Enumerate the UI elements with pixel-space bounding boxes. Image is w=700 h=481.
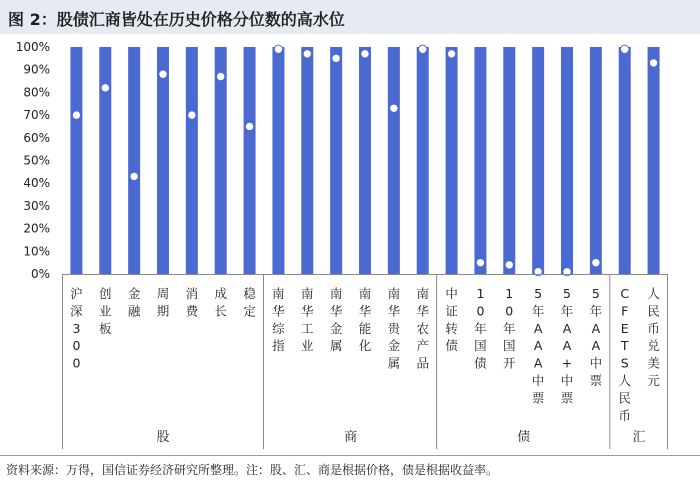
bar [99, 47, 111, 274]
source-note: 资料来源：万得，国信证券经济研究所整理。注：股、汇、商是根据价格，债是根据收益率。 [6, 463, 499, 477]
marker-point [130, 172, 138, 180]
marker-point [245, 122, 253, 130]
marker-point [621, 45, 629, 53]
category-label: C F E T S 人民币 [618, 286, 631, 423]
bar [503, 47, 515, 274]
bar [590, 47, 602, 274]
category-label: 1 0 年国债 [474, 286, 487, 371]
y-tick-label: 100% [15, 40, 50, 54]
y-tick-label: 90% [23, 62, 50, 77]
y-tick-label: 10% [23, 244, 50, 259]
bar [388, 47, 400, 274]
bar [359, 47, 371, 274]
category-label: 周期 [156, 286, 170, 319]
marker-point [101, 84, 109, 92]
group-label: 汇 [632, 430, 646, 445]
marker-point [505, 261, 513, 269]
bar [474, 47, 486, 274]
marker-point [188, 111, 196, 119]
y-tick-label: 70% [23, 108, 50, 123]
bar [157, 47, 169, 274]
group-label: 商 [344, 430, 358, 445]
bar [648, 47, 660, 274]
category-label: 南华贵金属 [387, 286, 401, 371]
category-label: 南华综指 [272, 286, 285, 354]
bar [244, 47, 256, 274]
marker-point [159, 70, 167, 78]
bar [272, 47, 284, 274]
figure-title: 图 2：股债汇商皆处在历史价格分位数的高水位 [8, 10, 345, 29]
group-label: 债 [517, 430, 531, 445]
bar [301, 47, 313, 274]
bar [446, 47, 458, 274]
marker-point [361, 50, 369, 58]
bar [70, 47, 82, 274]
y-tick-label: 0% [30, 267, 50, 281]
marker-point [217, 72, 225, 80]
marker-point [303, 50, 311, 58]
category-label: 金融 [127, 286, 141, 319]
category-label: 南华农产品 [416, 286, 429, 371]
bar [417, 47, 429, 274]
category-label: 5 年 A A 中票 [589, 286, 603, 388]
category-label: 稳定 [243, 286, 256, 319]
y-tick-label: 60% [23, 130, 50, 145]
bar [561, 47, 573, 274]
marker-point [419, 45, 427, 53]
category-label: 5 年 A A +中票 [560, 286, 574, 406]
y-tick-label: 20% [23, 221, 50, 236]
marker-point [447, 50, 455, 58]
bar [532, 47, 544, 274]
category-label: 南华金属 [329, 286, 343, 354]
category-label: 沪深 3 0 0 [70, 286, 83, 371]
category-label: 创业板 [99, 286, 112, 336]
marker-point [274, 45, 282, 53]
y-tick-label: 30% [23, 198, 50, 213]
marker-point [476, 258, 484, 266]
category-label: 5 年 A A A 中票 [531, 286, 545, 406]
bar [330, 47, 342, 274]
category-label: 南华能化 [358, 286, 372, 354]
group-label: 股 [156, 430, 170, 445]
marker-point [390, 104, 398, 112]
marker-point [332, 54, 340, 62]
category-label: 成长 [214, 286, 227, 319]
bar [186, 47, 198, 274]
y-tick-label: 40% [23, 176, 50, 191]
y-tick-label: 50% [23, 153, 50, 168]
category-label: 消费 [185, 286, 199, 319]
marker-point [592, 258, 600, 266]
category-label: 人民币兑美元 [647, 286, 660, 388]
bar [128, 47, 140, 274]
marker-point [649, 59, 657, 67]
y-tick-label: 80% [23, 85, 50, 100]
footer-divider [0, 455, 700, 456]
category-label: 南华工业 [301, 286, 314, 354]
category-label: 中证转债 [445, 286, 458, 354]
bar [619, 47, 631, 274]
category-label: 1 0 年国开 [503, 286, 516, 371]
marker-point [72, 111, 80, 119]
